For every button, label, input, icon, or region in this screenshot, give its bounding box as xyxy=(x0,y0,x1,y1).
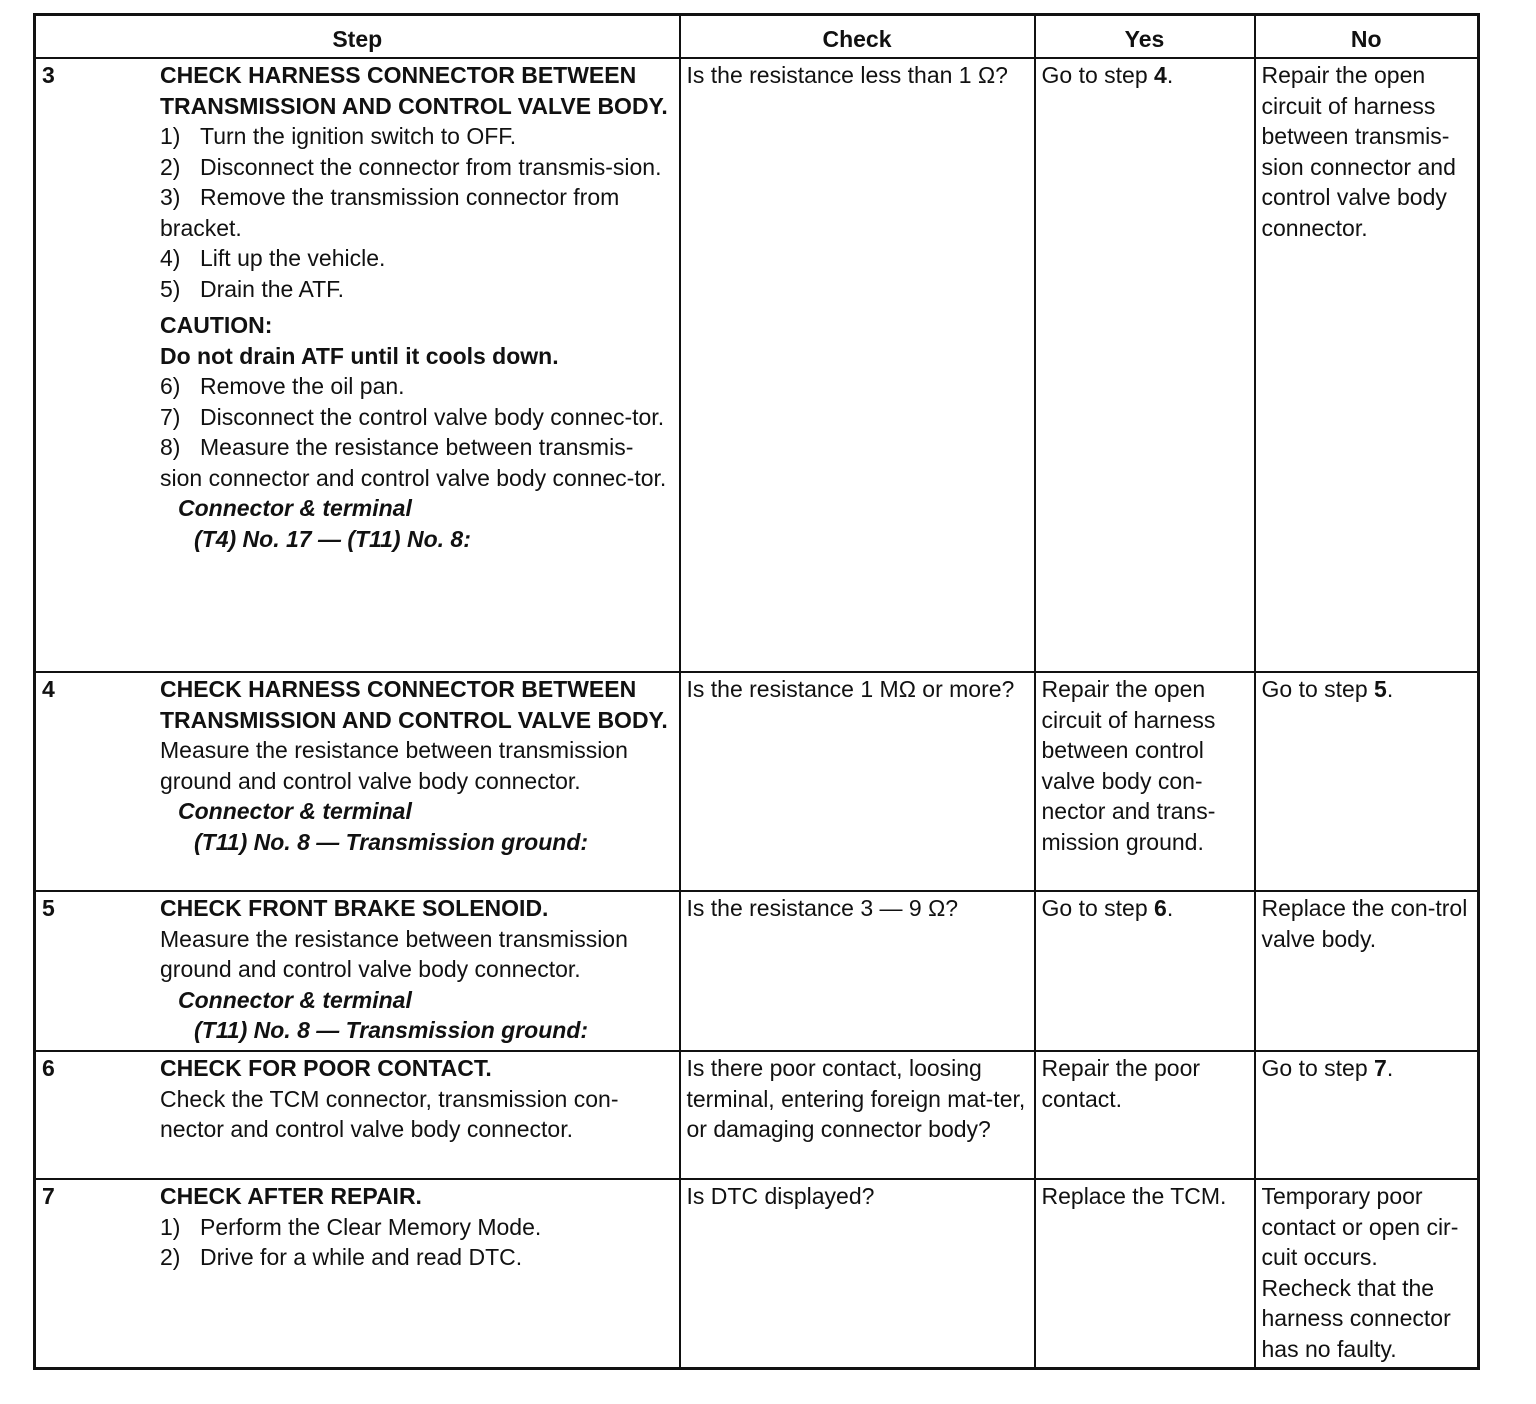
no-cell: Go to step 5. xyxy=(1255,672,1479,891)
step-number: 7 xyxy=(42,1183,55,1209)
header-no: No xyxy=(1255,15,1479,59)
instruction-item: 3) Remove the transmission connector from bracket. xyxy=(160,184,620,241)
instruction-item: 2) Drive for a while and read DTC. xyxy=(160,1244,523,1270)
instruction-item: 2) Disconnect the connector from transmis-sion. xyxy=(160,153,662,180)
check-cell: Is DTC displayed? xyxy=(680,1179,1035,1369)
connector-terminal-value: (T11) No. 8 — Transmission ground: xyxy=(194,1017,589,1043)
no-cell: Temporary poor contact or open cir-cuit occurs. Recheck that the harness connector has no faulty. xyxy=(1255,1179,1479,1369)
caution-text: Do not drain ATF until it cools down. xyxy=(160,342,559,369)
no-cell: Go to step 7. xyxy=(1255,1051,1479,1179)
yes-cell: Go to step 4. xyxy=(1035,58,1255,672)
check-cell: Is the resistance 1 MΩ or more? xyxy=(680,672,1035,891)
connector-label: Connector & terminal xyxy=(178,986,412,1013)
no-cell: Repair the open circuit of harness between transmis-sion connector and control valve body connector. xyxy=(1255,58,1479,672)
step-description: Check the TCM connector, transmission con-nector and control valve body connector. xyxy=(160,1085,619,1142)
table-row-step-5 xyxy=(35,891,1479,1051)
no-cell: Replace the con-trol valve body. xyxy=(1255,891,1479,1051)
step-title: CHECK AFTER REPAIR. xyxy=(160,1183,422,1209)
instruction-item: 5) Drain the ATF. xyxy=(160,275,345,302)
step-number: 6 xyxy=(42,1055,55,1081)
table-row-step-6 xyxy=(35,1051,1479,1179)
step-number: 4 xyxy=(42,676,55,702)
step-cell xyxy=(35,58,680,672)
header-yes: Yes xyxy=(1035,15,1255,59)
connector-terminal-value: (T4) No. 17 — (T11) No. 8: xyxy=(194,525,471,552)
check-cell: Is the resistance 3 — 9 Ω? xyxy=(680,891,1035,1051)
diagnostic-table xyxy=(33,13,1480,1370)
step-number: 5 xyxy=(42,895,55,921)
header-step: Step xyxy=(35,15,680,59)
step-title: CHECK HARNESS CONNECTOR BETWEEN TRANSMISSION AND CONTROL VALVE BODY. xyxy=(160,676,668,733)
yes-cell: Replace the TCM. xyxy=(1035,1179,1255,1369)
caution-heading: CAUTION: xyxy=(160,312,273,338)
connector-label: Connector & terminal xyxy=(178,798,412,824)
step-title: CHECK HARNESS CONNECTOR BETWEEN TRANSMISSION AND CONTROL VALVE BODY. xyxy=(160,62,668,119)
header-row xyxy=(35,15,1479,59)
table-row-step-3 xyxy=(35,58,1479,672)
table-row-step-7 xyxy=(35,1179,1479,1369)
step-number: 3 xyxy=(42,62,55,88)
instruction-item: 7) Disconnect the control valve body connec-tor. xyxy=(160,403,665,430)
instruction-item: 4) Lift up the vehicle. xyxy=(160,245,386,271)
instruction-item: 8) Measure the resistance between transmis-sion connector and control valve body connec-tor. xyxy=(160,434,667,491)
step-cell xyxy=(35,891,680,1051)
step-title: CHECK FRONT BRAKE SOLENOID. xyxy=(160,895,549,921)
instruction-item: 1) Turn the ignition switch to OFF. xyxy=(160,123,517,149)
table-row-step-4 xyxy=(35,672,1479,891)
header-check: Check xyxy=(680,15,1035,59)
yes-cell: Go to step 6. xyxy=(1035,891,1255,1051)
connector-label: Connector & terminal xyxy=(178,495,412,521)
connector-terminal-value: (T11) No. 8 — Transmission ground: xyxy=(194,828,589,855)
instruction-item: 1) Perform the Clear Memory Mode. xyxy=(160,1213,542,1240)
step-cell xyxy=(35,672,680,891)
step-cell xyxy=(35,1179,680,1369)
check-cell: Is there poor contact, loosing terminal, entering foreign mat-ter, or damaging connector body? xyxy=(680,1051,1035,1179)
yes-cell: Repair the poor contact. xyxy=(1035,1051,1255,1179)
step-description: Measure the resistance between transmission ground and control valve body connector. xyxy=(160,925,628,982)
check-cell: Is the resistance less than 1 Ω? xyxy=(680,58,1035,672)
step-description: Measure the resistance between transmission ground and control valve body connector. xyxy=(160,737,628,794)
step-title: CHECK FOR POOR CONTACT. xyxy=(160,1055,492,1081)
yes-cell: Repair the open circuit of harness between control valve body con-nector and trans-mission ground. xyxy=(1035,672,1255,891)
step-cell xyxy=(35,1051,680,1179)
instruction-item: 6) Remove the oil pan. xyxy=(160,373,405,399)
